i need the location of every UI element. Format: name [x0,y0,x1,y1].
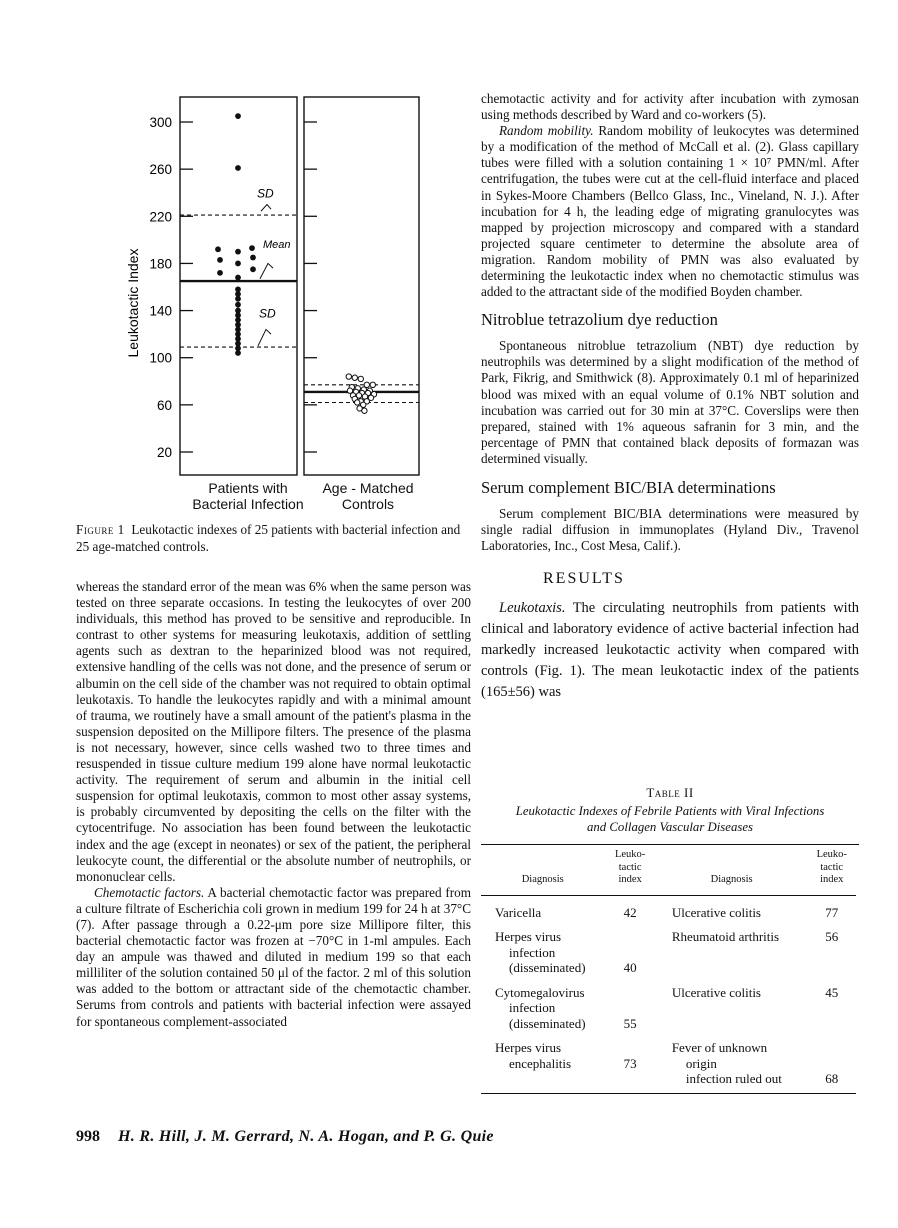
section-heading-nbt: Nitroblue tetrazolium dye reduction [481,310,718,330]
diagnosis-line: Cytomegalovirus [495,984,585,1000]
patient-point [235,296,241,302]
diagnosis-line: Ulcerative colitis [671,904,761,920]
header-index-1-line1: Leuko- [614,849,646,860]
group-label-controls-line1: Age - Matched [322,480,414,496]
index-cell [807,1032,856,1093]
header-index-2-line1: Leuko- [816,849,847,860]
index-value: 77 [825,904,839,920]
table-row [481,921,856,977]
index-cell [604,1032,655,1093]
index-value: 42 [623,904,637,920]
patient-point [250,255,256,261]
diagnosis-line: Ulcerative colitis [671,984,761,1000]
control-point [352,375,357,380]
diagnosis-line: (disseminated) [509,960,586,975]
header-diagnosis-1: Diagnosis [521,874,564,885]
paragraph-results-leukotaxis [481,598,859,703]
y-axis-label: Leukotactic Index [125,248,141,358]
header-index-1 [604,845,655,895]
header-index-2 [807,845,856,895]
patient-point [235,350,241,356]
diagnosis-cell [656,895,808,921]
patient-point [217,270,223,276]
annotation-sd-lower-pointer [258,329,271,345]
y-tick-label: 20 [156,445,172,460]
diagnosis-cell [481,1032,604,1093]
patient-point [235,275,241,281]
control-point [358,376,363,381]
index-cell [807,921,856,977]
figure-1 [120,85,450,515]
y-tick-label: 140 [149,303,172,319]
paragraph-serum-complement: Serum complement BIC/BIA determinations were measured by single radial diffusion in immunoplates (Hyland Div., Travenol Laboratories, Inc., Cost Mesa, Calif.). [481,505,859,554]
header-index-2-line3: index [820,874,844,885]
index-value: 40 [623,960,637,975]
patient-point [235,113,241,119]
annotation-sd-upper-pointer [261,205,271,212]
patient-point [215,246,221,252]
y-tick-label: 100 [149,350,172,366]
header-index-1-line3: index [618,874,642,885]
leukotaxis-run-in: Leukotaxis. [499,600,566,617]
leukotaxis-text: The circulating neutrophils from patients with clinical and laboratory evidence of active bacterial infection had markedly increased leukotactic activity when compared with controls (Fig. 1). The mean leukotactic index of the patients (165±56) was [481,600,859,701]
paragraph-nbt: Spontaneous nitroblue tetrazolium (NBT) dye reduction by neutrophils was determined by a slight modification of the method of Park, Fikrig, and Smithwick (8). Approximately 0.1 ml of heparinized blood was mixed with an equal volume of 0.1% NBT solution and incubation was carried out for 30 min at 37°C. Coverslips were then prepared, stained with 1% aqueous safranin for 3 min, and the percentage of PMN that contained black deposits of formazan was determined visually. [481,338,859,466]
leukotactic-index-table [481,845,856,1094]
diagnosis-line: Rheumatoid arthritis [671,929,780,944]
patient-point [249,245,255,251]
patient-point [235,302,241,308]
patient-point [235,261,241,267]
header-diagnosis-2: Diagnosis [710,874,753,885]
paragraph-random-mobility [481,123,859,300]
paragraph-chemotactic-activity: chemotactic activity and for activity after incubation with zymosan using methods described by Ward and co-workers (5). [481,91,859,123]
group-label-patients-line2: Bacterial Infection [192,496,304,512]
table-header-row [481,845,856,895]
index-cell [604,921,655,977]
paragraph-chemotactic-factors [76,885,471,1030]
table-title-line2: and Collagen Vascular Diseases [587,820,753,834]
index-value: 56 [825,929,839,944]
diagnosis-cell [481,895,604,921]
table-ii [481,785,859,1094]
diagnosis-cell [656,977,808,1033]
group-label-controls [303,480,433,512]
panel-patients [180,97,297,475]
diagnosis-line: Herpes virus [495,1040,562,1055]
chemotactic-factors-text: A bacterial chemotactic factor was prepared from a culture filtrate of Escherichia coli grown in medium 199 for 24 h at 37°C (7). After passage through a 0.22-μm pore size Millipore filter, this bacterial chemotactic factor was frozen at −70°C in 1-ml ampules. Each day an ampule was thawed and diluted in medium 199 so that each milliliter of the solution contained 50 μl of the factor. 2 ml of this solution was added to the bottom or attractant side of the chemotactic chamber. Serums from controls and patients with bacterial infection were assayed for spontaneous complement-associated [76,884,471,1029]
y-tick-label: 220 [149,209,172,225]
index-value: 73 [623,1056,637,1071]
table-title-line1: Leukotactic Indexes of Febrile Patients with Viral Infections [515,804,825,818]
diagnosis-line: (disseminated) [509,1015,586,1031]
y-tick-label: 180 [149,256,172,272]
table-row [481,977,856,1033]
left-column [76,579,471,1030]
table-row [481,1032,856,1093]
annotation-sd-lower: SD [259,306,276,321]
figure-caption-label: Figure 1 [76,522,125,537]
panel-controls [304,97,419,475]
diagnosis-line: Fever of unknown [671,1040,768,1055]
patient-point [250,266,256,272]
leukotactic-scatter-chart [120,85,450,515]
diagnosis-line: infection ruled out [685,1071,782,1086]
index-cell [604,977,655,1033]
diagnosis-line: infection [509,944,556,960]
index-value: 45 [825,984,839,1000]
table-row [481,895,856,921]
control-point [346,374,351,379]
annotation-mean-pointer [260,263,273,278]
y-tick-label: 260 [149,162,172,178]
random-mobility-run-in: Random mobility. [499,123,594,139]
patient-point [235,249,241,255]
index-cell [807,895,856,921]
diagnosis-line: Herpes virus [495,929,562,944]
annotation-mean: Mean [263,239,291,252]
diagnosis-cell [481,977,604,1033]
patient-point [235,165,241,171]
right-column [481,91,859,703]
group-label-patients [178,480,318,512]
diagnosis-cell [656,921,808,977]
control-point [355,400,360,405]
section-heading-results: RESULTS [543,570,625,588]
page-footer [76,1128,776,1146]
group-label-patients-line1: Patients with [208,480,288,496]
index-cell [604,895,655,921]
diagnosis-line: infection [509,1000,556,1015]
page-number: 998 [76,1128,100,1145]
index-cell [807,977,856,1033]
table-title [481,803,859,835]
diagnosis-line: encephalitis [509,1055,572,1071]
diagnosis-cell [656,1032,808,1093]
header-index-1-line2: tactic [618,861,642,873]
index-value: 55 [623,1015,637,1031]
paragraph-method-reproducibility: whereas the standard error of the mean was 6% when the same person was tested on three separate occasions. In testing the leukocytes of over 200 individuals, this method has proved to be sensitive and reproducible. In contrast to other systems for measuring leukotaxis, addition of settling agents such as dextran to the heparinized blood was not required, extensive handling of the cells was not done, and the presence of serum or albumin on the cell side of the chamber was not required to obtain optimal leukotaxis. To handle the leukocytes rapidly and with a minimal amount of trauma, we routinely have a small amount of the patient's plasma in the suspension deposited on the Millipore filters. The presence of the plasma is not necessary, however, since cells washed two to three times and resuspended in tissue culture medium 199 alone have normal leukotactic activity. The requirement of serum and albumin in the initial cell suspension for optimal leukotaxis, common to most other assay systems, is probably circumvented by depositing the cells on the filter with the cytocentrifuge. No association has been found between the leukotactic index and the age (except in neonates) or sex of the patient, the peripheral leukocyte count, the differential or the absolute number of neutrophils, or mononuclear cells. [76,579,471,884]
annotation-sd-upper: SD [257,186,274,201]
section-heading-serum-complement: Serum complement BIC/BIA determinations [481,477,776,497]
y-tick-label: 300 [149,115,172,130]
diagnosis-line: Varicella [495,904,542,920]
diagnosis-cell [481,921,604,977]
group-label-controls-line2: Controls [341,496,395,512]
footer-authors: H. R. Hill, J. M. Gerrard, N. A. Hogan, and P. G. Quie [118,1128,494,1145]
index-value: 68 [825,1071,839,1086]
y-tick-label: 60 [156,397,172,413]
patient-point [217,257,223,263]
control-point [370,382,375,387]
table-label: Table II [646,785,694,800]
figure-caption-text: Leukotactic indexes of 25 patients with bacterial infection and 25 age-matched controls. [76,522,461,554]
chemotactic-factors-run-in: Chemotactic factors. [94,884,205,900]
control-point [362,408,367,413]
figure-caption [76,522,471,555]
diagnosis-line: origin [685,1055,717,1071]
random-mobility-text: Random mobility of leukocytes was determined by a modification of the method of McCall et al. (2). Glass capillary tubes were filled with a solution containing 1 × 10⁷ PMN/ml. After centrifugation, the tubes were cut at the cell-fluid interface and placed in Sykes-Moore Chambers (Bellco Glass, Inc., Vineland, N. J.). After incubation for 4 h, the leading edge of migrating granulocytes was mapped by projection microscopy and compared with a standard projected square centimeter to determine the absolute area of migration. Random mobility of PMN was also evaluated by determining the leukotactic index when no chemotactic stimulus was added to the attractant side of the modified Boyden chamber. [481,123,860,300]
header-index-2-line2: tactic [820,861,844,873]
